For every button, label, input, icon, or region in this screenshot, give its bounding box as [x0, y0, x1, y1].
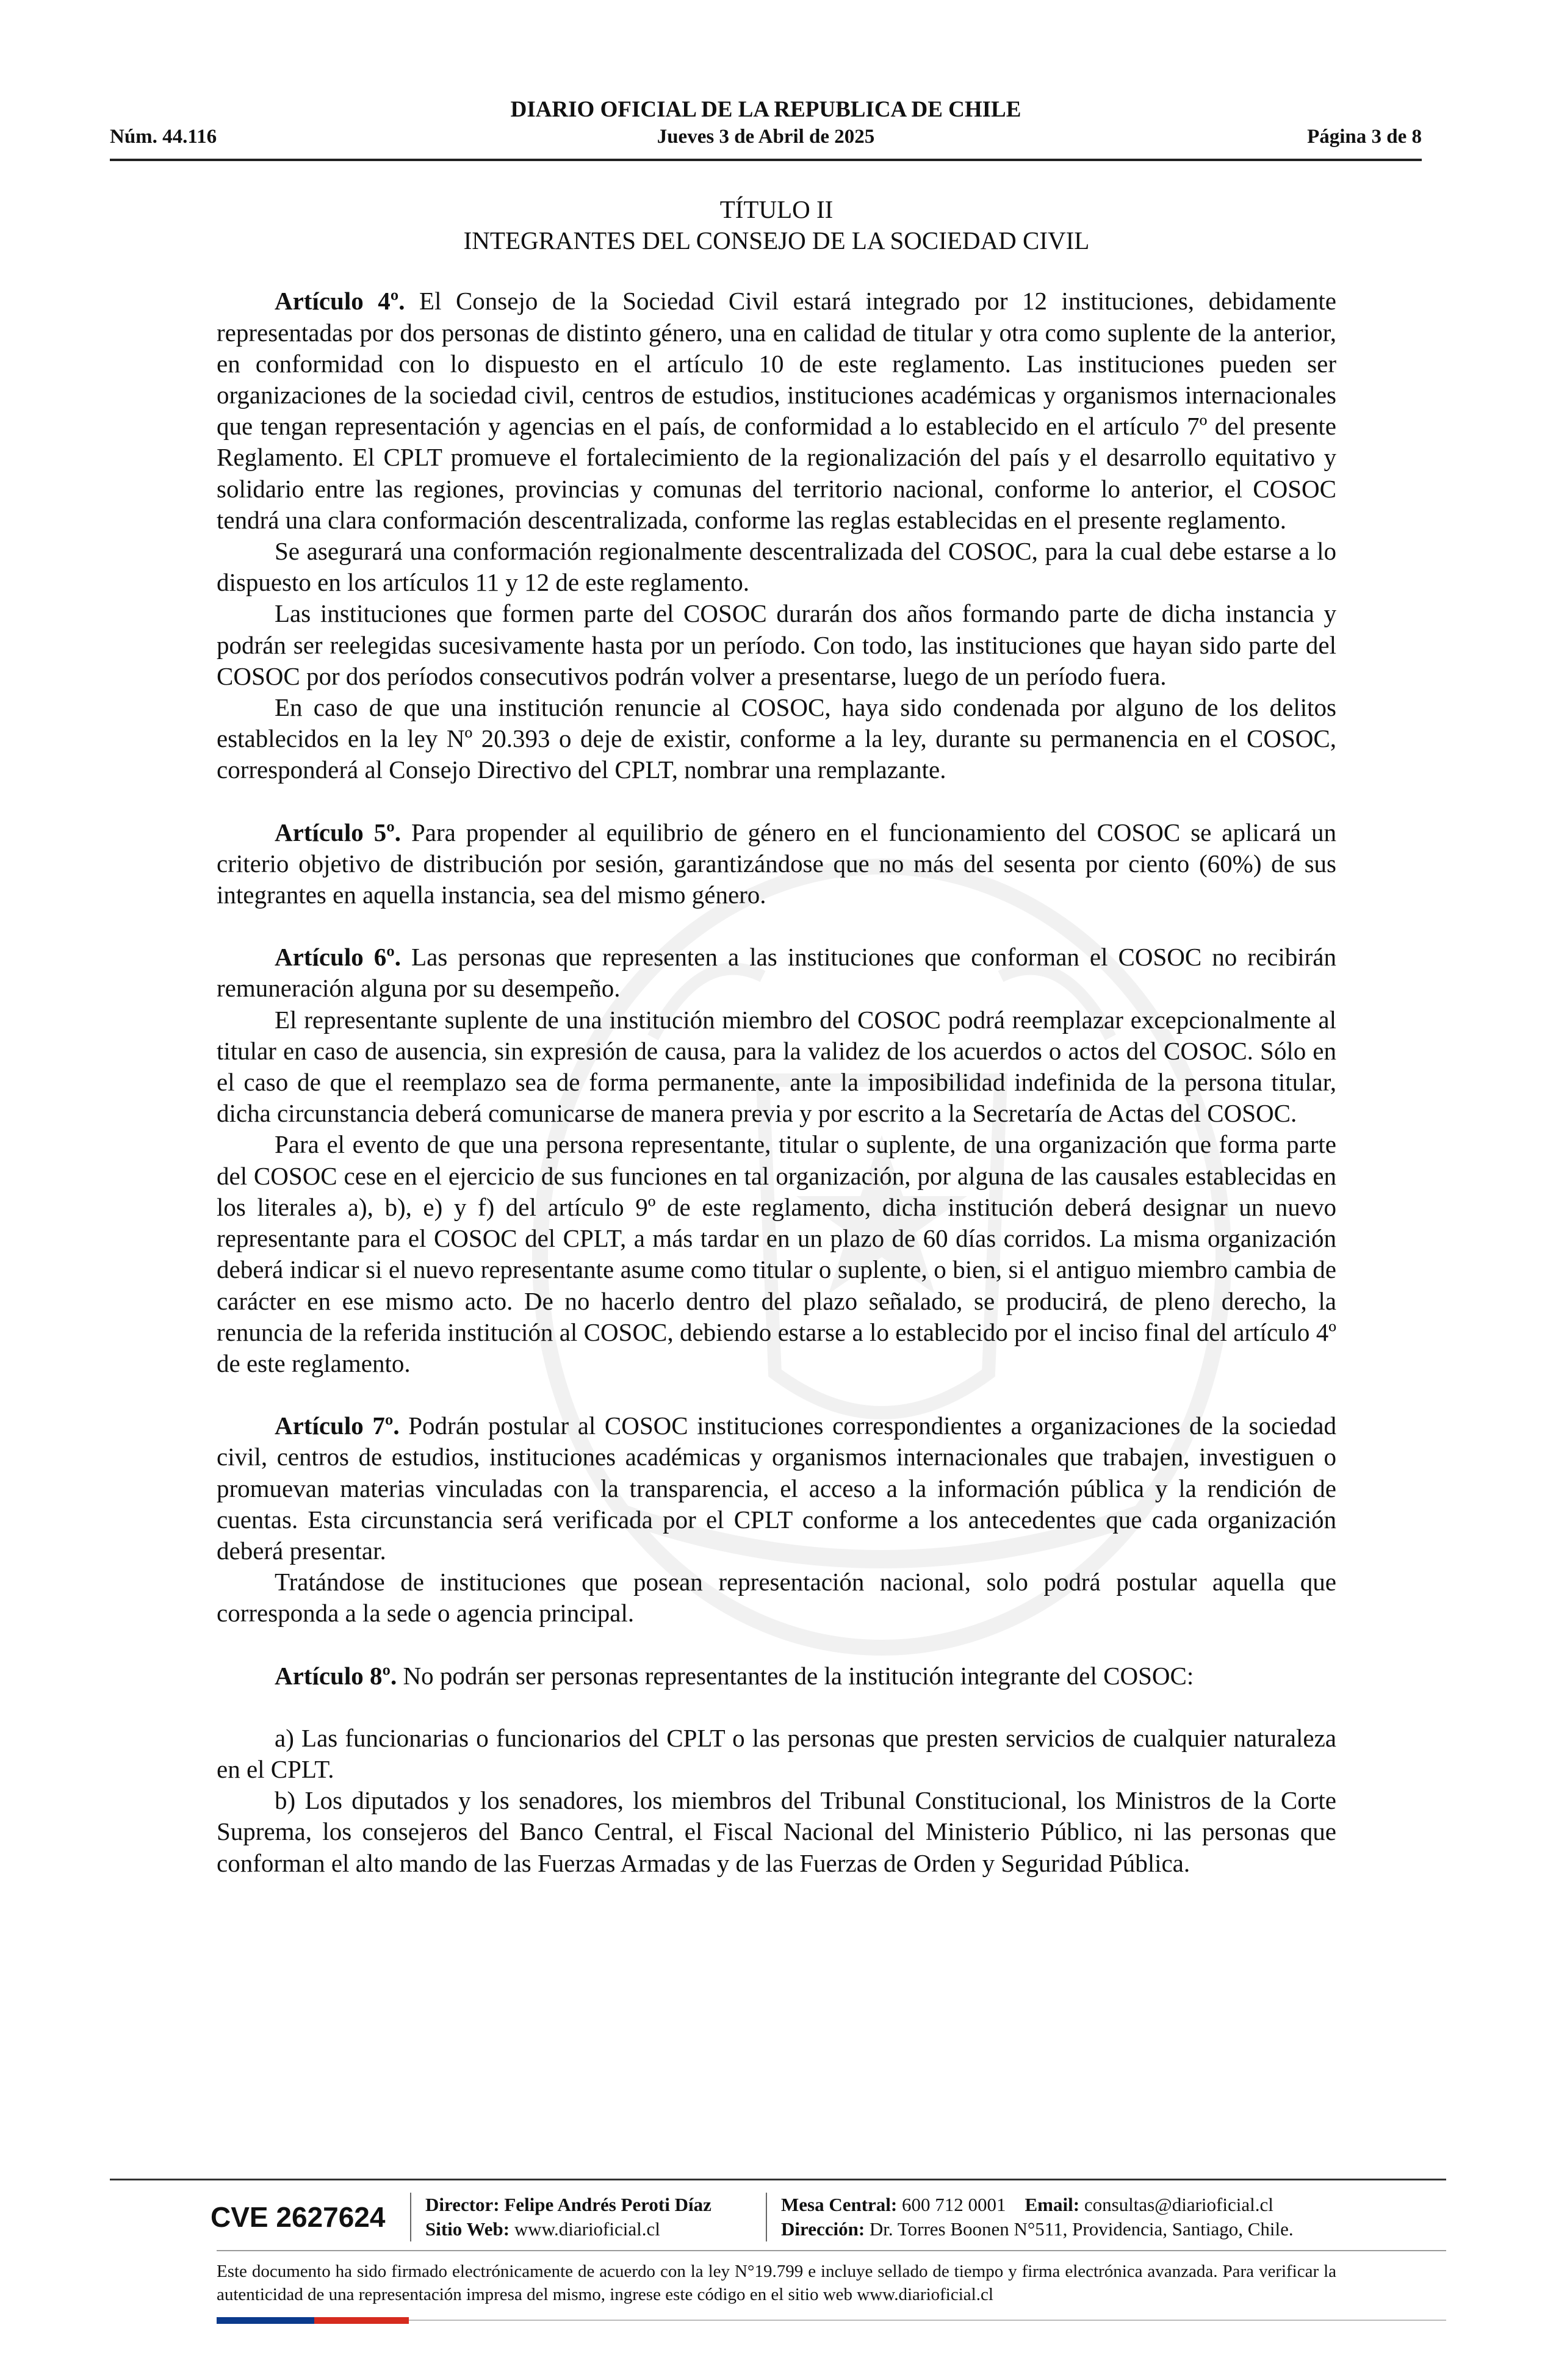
article-7-text: Podrán postular al COSOC instituciones correspondientes a organizaciones de la sociedad civil, centros de estudios, instituciones académicas y organismos internacionales que trabajen, investiguen o promuevan materias vinculadas con la transparencia, el acceso a la información pública y la rendición de cuentas. Esta circunstancia será verificada por el CPLT conforme a los antecedentes que cada organización deberá presentar.	[217, 1412, 1336, 1565]
page-header	[110, 92, 1422, 161]
director-label: Director:	[425, 2194, 500, 2215]
article-7-paragraph-1	[217, 1410, 1336, 1567]
address-label: Dirección:	[781, 2218, 865, 2240]
article-6-paragraph-3: Para el evento de que una persona representante, titular o suplente, de una organización que forma parte del COSOC cese en el ejercicio de sus funciones en tal organización, por alguna de las causales establecidas en los literales a), b), e) y f) del artículo 9º de este reglamento, dicha institución deberá designar un nuevo representante para el COSOC del CPLT, a más tardar en un plazo de 60 días corridos. La misma organización deberá indicar si el nuevo representante asume como titular o suplente, o bien, si el antiguo miembro cambia de carácter en ese mismo acto. De no hacerlo dentro del plazo señalado, se producirá, de pleno derecho, la renuncia de la referida institución al COSOC, debiendo estarse a lo establecido por el inciso final del artículo 4º de este reglamento.	[217, 1130, 1336, 1377]
page-number: Página 3 de 8	[1307, 126, 1422, 148]
footer-separator	[410, 2193, 411, 2241]
footer-director-block	[425, 2193, 711, 2241]
mesa-phone: 600 712 0001	[902, 2194, 1006, 2215]
section-title	[217, 194, 1336, 256]
signature-disclaimer: Este documento ha sido firmado electrónicamente de acuerdo con la ley N°19.799 e incluye sellado de tiempo y firma electrónica avanzada. Para verificar la autenticidad de una representación impresa del mismo, ingrese este código en el sitio web www.diarioficial.cl	[217, 2262, 1336, 2304]
header-meta-row	[110, 123, 1422, 151]
document-body	[217, 194, 1336, 1879]
article-6-label: Artículo 6º.	[275, 943, 402, 972]
cve-code: CVE 2627624	[211, 2201, 386, 2233]
mesa-label: Mesa Central:	[781, 2194, 898, 2215]
issue-date: Jueves 3 de Abril de 2025	[657, 126, 875, 148]
footer-contact-block	[781, 2193, 1294, 2241]
director-name: Felipe Andrés Peroti Díaz	[504, 2194, 711, 2215]
flag-stripe-red	[314, 2317, 409, 2324]
article-5-text: Para propender al equilibrio de género en el funcionamiento del COSOC se aplicará un criterio objetivo de distribución por sesión, garantizándose que no más del sesenta por ciento (60%) de sus integrantes en aquella instancia, sea del mismo género.	[217, 818, 1336, 909]
article-4-paragraph-1	[217, 286, 1336, 536]
article-6-paragraph-1	[217, 942, 1336, 1004]
footer-divider-secondary	[217, 2250, 1446, 2251]
article-8-paragraph-1	[217, 1661, 1336, 1692]
email-link[interactable]: consultas@diarioficial.cl	[1084, 2194, 1273, 2215]
issue-number: Núm. 44.116	[110, 126, 217, 148]
flag-stripe	[217, 2317, 409, 2324]
article-7-label: Artículo 7º.	[275, 1412, 400, 1440]
article-5-paragraph-1	[217, 817, 1336, 911]
flag-stripe-blue	[217, 2317, 314, 2324]
title-heading: INTEGRANTES DEL CONSEJO DE LA SOCIEDAD CIVIL	[463, 226, 1090, 255]
article-8-item-b: b) Los diputados y los senadores, los miembros del Tribunal Constitucional, los Ministros de la Corte Suprema, los consejeros del Banco Central, el Fiscal Nacional del Ministerio Público, ni las personas que conforman el alto mando de las Fuerzas Armadas y de las Fuerzas de Orden y Seguridad Pública.	[217, 1786, 1336, 1877]
email-label: Email:	[1025, 2194, 1080, 2215]
website-link[interactable]: www.diarioficial.cl	[514, 2218, 660, 2240]
article-8-text: No podrán ser personas representantes de la institución integrante del COSOC:	[397, 1661, 1194, 1690]
article-7-paragraph-2: Tratándose de instituciones que posean representación nacional, solo podrá postular aquella que corresponda a la sede o agencia principal.	[217, 1568, 1336, 1628]
article-8-label: Artículo 8º.	[275, 1661, 397, 1690]
article-4-label: Artículo 4º.	[275, 287, 405, 316]
article-4-text: El Consejo de la Sociedad Civil estará integrado por 12 instituciones, debidamente representadas por dos personas de distinto género, una en calidad de titular y otra como suplente de la anterior, en conformidad con lo dispuesto en el artículo 10 de este reglamento. Las instituciones pueden ser organizaciones de la sociedad civil, centros de estudios, instituciones académicas y organismos internacionales que tengan representación y agencias en el país, de conformidad a lo establecido en el artículo 7º del presente Reglamento. El CPLT promueve el fortalecimiento de la regionalización del país y el desarrollo equitativo y solidario entre las regiones, provincias y comunas del territorio nacional, conforme lo anterior, el COSOC tendrá una clara conformación descentralizada, conforme las reglas establecidas en el presente reglamento.	[217, 287, 1336, 534]
footer-separator	[766, 2193, 767, 2241]
article-8-item-a: a) Las funcionarias o funcionarios del CPLT o las personas que presten servicios de cualquier naturaleza en el CPLT.	[217, 1723, 1336, 1783]
article-6-paragraph-2: El representante suplente de una institución miembro del COSOC podrá reemplazar excepcionalmente al titular en caso de ausencia, sin expresión de causa, para la validez de los acuerdos o actos del COSOC. Sólo en el caso de que el reemplazo sea de forma permanente, ante la imposibilidad indefinida de la persona titular, dicha circunstancia deberá comunicarse de manera previa y por escrito a la Secretaría de Actas del COSOC.	[217, 1005, 1336, 1128]
gazette-title: DIARIO OFICIAL DE LA REPUBLICA DE CHILE	[510, 97, 1021, 122]
article-6-text: Las personas que representen a las instituciones que conforman el COSOC no recibirán remuneración alguna por su desempeño.	[217, 943, 1336, 1003]
footer-divider	[110, 2179, 1446, 2180]
article-4-paragraph-2: Se asegurará una conformación regionalmente descentralizada del COSOC, para la cual debe estarse a lo dispuesto en los artículos 11 y 12 de este reglamento.	[217, 537, 1336, 597]
article-5-label: Artículo 5º.	[275, 818, 401, 846]
article-4-paragraph-3: Las instituciones que formen parte del COSOC durarán dos años formando parte de dicha instancia y podrán ser reelegidas sucesivamente hasta por un período. Con todo, las instituciones que hayan sido parte del COSOC por dos períodos consecutivos podrán volver a presentarse, luego de un período fuera.	[217, 599, 1336, 690]
website-label: Sitio Web:	[425, 2218, 510, 2240]
article-4-paragraph-4: En caso de que una institución renuncie al COSOC, haya sido condenada por alguno de los delitos establecidos en la ley Nº 20.393 o deje de existir, conforme a la ley, durante su permanencia en el COSOC, corresponderá al Consejo Directivo del CPLT, nombrar una remplazante.	[217, 693, 1336, 784]
footer-bottom-rule	[409, 2320, 1446, 2321]
title-number: TÍTULO II	[719, 195, 834, 223]
address-text: Dr. Torres Boonen N°511, Providencia, Santiago, Chile.	[869, 2218, 1294, 2240]
